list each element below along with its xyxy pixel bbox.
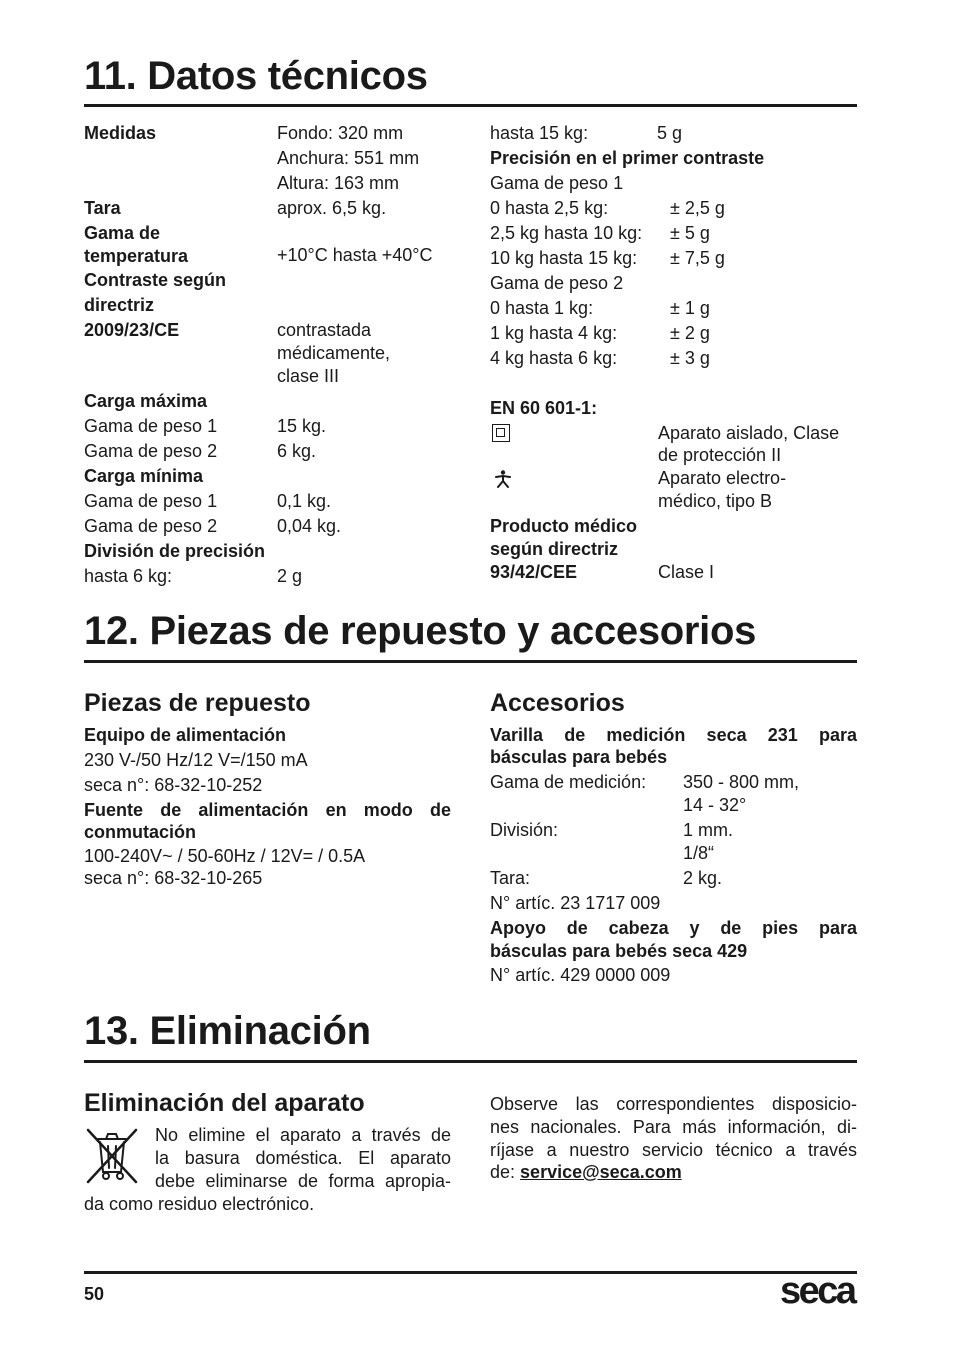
section-13-rule [84,1060,857,1063]
carga-max-r2-value: 6 kg. [277,441,317,461]
eliminacion-para-1-line-3: debe eliminarse de forma apropia- [155,1171,451,1191]
carga-max-r1-label: Gama de peso 1 [84,416,218,436]
fuente-spec: 100-240V~ / 50-60Hz / 12V= / 0.5A [84,846,366,866]
crossed-out-bin-icon [84,1126,140,1186]
contraste-label-2: directriz [84,295,155,315]
precision-g2-row-label: 1 kg hasta 4 kg: [490,323,618,343]
protection-class-ii-icon [492,424,510,442]
precision-gama-2: Gama de peso 2 [490,273,624,293]
apoyo-label-2: básculas para bebés seca 429 [490,941,748,961]
gama-medicion-value-2: 14 - 32° [683,795,747,815]
gama-temp-label-1: Gama de [84,223,161,243]
division-label: División de precisión [84,541,266,561]
precision-g2-row-value: ± 1 g [670,298,710,318]
en-sym2-text-2: médico, tipo B [658,491,773,511]
apoyo-label-1: Apoyo de cabeza y de pies para [490,918,857,938]
precision-g1-row-value: ± 7,5 g [670,248,725,268]
eliminacion-para-1-line-4: da como residuo electrónico. [84,1194,315,1214]
fuente-label-1: Fuente de alimentación en modo de [84,800,451,820]
carga-min-r2-value: 0,04 kg. [277,516,342,536]
carga-max-label: Carga máxima [84,391,208,411]
varilla-label-1: Varilla de medición seca 231 para [490,725,857,745]
precision-g1-row-label: 0 hasta 2,5 kg: [490,198,609,218]
contraste-value-3: clase III [277,366,340,386]
page-number: 50 [84,1284,105,1304]
eliminacion-para-1-line-2: la basura doméstica. El aparato [155,1148,451,1168]
service-email-link[interactable]: service@seca.com [520,1162,682,1182]
contraste-value-2: médicamente, [277,343,391,363]
section-13-title: 13. Eliminación [84,1009,371,1053]
precision-g1-row-label: 10 kg hasta 15 kg: [490,248,638,268]
piezas-heading: Piezas de repuesto [84,689,311,717]
division-r2-value: 5 g [657,123,683,143]
tara-value: aprox. 6,5 kg. [277,198,387,218]
precision-g1-row-value: ± 2,5 g [670,198,725,218]
equipo-number: seca n°: 68-32-10-252 [84,775,263,795]
gama-temp-value: +10°C hasta +40°C [277,245,433,265]
precision-g1-row-value: ± 5 g [670,223,710,243]
type-b-applied-part-icon [493,469,513,489]
eliminacion-para-2-line-3: ríjase a nuestro servicio técnico a través [490,1140,857,1160]
medidas-altura: Altura: 163 mm [277,173,400,193]
tara-acc-label: Tara: [490,868,531,888]
precision-g1-row-label: 2,5 kg hasta 10 kg: [490,223,643,243]
equipo-spec: 230 V-/50 Hz/12 V=/150 mA [84,750,308,770]
producto-value: Clase I [658,562,715,582]
fuente-number: seca n°: 68-32-10-265 [84,868,263,888]
section-11-title: 11. Datos técnicos [84,54,428,98]
medidas-fondo: Fondo: 320 mm [277,123,404,143]
section-12-rule [84,660,857,663]
contraste-value-1: contrastada [277,320,372,340]
division-r1-label: hasta 6 kg: [84,566,173,586]
eliminacion-para-2-line-2: nes nacionales. Para más información, di- [490,1117,857,1137]
precision-g2-row-value: ± 3 g [670,348,710,368]
division-r2-label: hasta 15 kg: [490,123,589,143]
articulo-number-1: N° artíc. 23 1717 009 [490,893,661,913]
section-11-rule [84,104,857,107]
producto-label-1: Producto médico [490,516,638,536]
precision-g2-row-value: ± 2 g [670,323,710,343]
producto-label-3: 93/42/CEE [490,562,578,582]
en-sym1-text-1: Aparato aislado, Clase [658,423,840,443]
section-12-title: 12. Piezas de repuesto y accesorios [84,609,757,653]
producto-label-2: según directriz [490,539,619,559]
equipo-label: Equipo de alimentación [84,725,287,745]
seca-logo: seca [780,1270,855,1312]
eliminacion-para-2-line-1: Observe las correspondientes disposicio- [490,1094,857,1114]
contraste-label-1: Contraste según [84,270,227,290]
gama-temp-label-2: temperatura [84,246,189,266]
carga-min-label: Carga mínima [84,466,204,486]
precision-g2-row-label: 4 kg hasta 6 kg: [490,348,618,368]
articulo-number-2: N° artíc. 429 0000 009 [490,965,671,985]
division-acc-value-1: 1 mm. [683,820,734,840]
carga-min-r1-value: 0,1 kg. [277,491,332,511]
eliminacion-para-2-line-4 [490,1161,682,1184]
medidas-anchura: Anchura: 551 mm [277,148,420,168]
carga-max-r1-value: 15 kg. [277,416,327,436]
division-acc-label: División: [490,820,559,840]
en-sym2-text-1: Aparato electro- [658,468,787,488]
tara-acc-value: 2 kg. [683,868,723,888]
tara-label: Tara [84,198,121,218]
division-r1-value: 2 g [277,566,303,586]
contraste-label-3: 2009/23/CE [84,320,180,340]
precision-g2-row-label: 0 hasta 1 kg: [490,298,594,318]
carga-max-r2-label: Gama de peso 2 [84,441,218,461]
eliminacion-heading: Eliminación del aparato [84,1089,365,1117]
precision-gama-1: Gama de peso 1 [490,173,624,193]
carga-min-r2-label: Gama de peso 2 [84,516,218,536]
gama-medicion-label: Gama de medición: [490,772,647,792]
carga-min-r1-label: Gama de peso 1 [84,491,218,511]
eliminacion-para-1-line-1: No elimine el aparato a través de [155,1125,451,1145]
en-sym1-text-2: de protección II [658,445,782,465]
medidas-label: Medidas [84,123,157,143]
gama-medicion-value-1: 350 - 800 mm, [683,772,800,792]
division-acc-value-2: 1/8“ [683,843,715,863]
varilla-label-2: básculas para bebés [490,747,668,767]
fuente-label-2: conmutación [84,822,197,842]
eliminacion-para-2-prefix: de: [490,1162,516,1182]
precision-label: Precisión en el primer contraste [490,148,765,168]
accesorios-heading: Accesorios [490,689,625,717]
en-label: EN 60 601-1: [490,398,598,418]
footer-rule [84,1271,857,1274]
